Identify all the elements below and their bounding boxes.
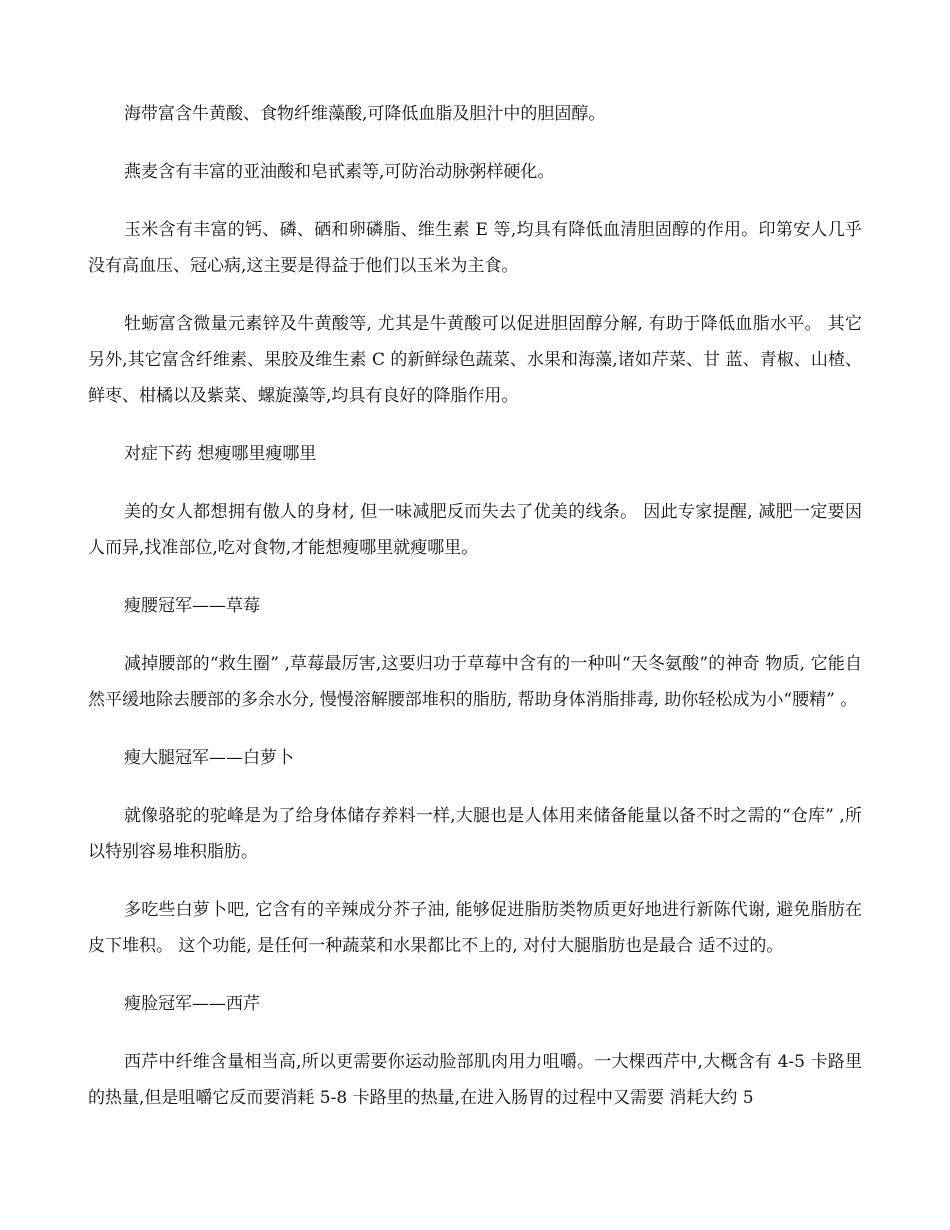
paragraph-intro: 美的女人都想拥有傲人的身材, 但一味减肥反而失去了优美的线条。 因此专家提醒, 减肥一定要因人而异,找准部位,吃对食物,才能想瘦哪里就瘦哪里。 bbox=[88, 502, 862, 558]
paragraph-oyster: 牡蛎富含微量元素锌及牛黄酸等, 尤其是牛黄酸可以促进胆固醇分解, 有助于降低血脂水平。 其它另外,其它富含纤维素、果胶及维生素 C 的新鲜绿色蔬菜、水果和海藻,诸如芹菜、甘 蓝、青椒、山楂、鲜枣、柑橘以及紫菜、螺旋藻等,均具有良好的降脂作用。 bbox=[88, 314, 862, 406]
paragraph-strawberry: 减掉腰部的“救生圈” ,草莓最厉害,这要归功于草莓中含有的一种叫“天冬氨酸”的神奇 物质, 它能自然平缓地除去腰部的多余水分, 慢慢溶解腰部堆积的脂肪, 帮助身体消脂排毒, 助你轻松成为小“腰精” 。 bbox=[88, 654, 862, 710]
paragraph-celery: 西芹中纤维含量相当高,所以更需要你运动脸部肌肉用力咀嚼。一大棵西芹中,大概含有 4-5 卡路里的热量,但是咀嚼它反而要消耗 5-8 卡路里的热量,在进入肠胃的过程中又需要 消耗大约 5 bbox=[88, 1052, 862, 1108]
paragraph-oats: 燕麦含有丰富的亚油酸和皂甙素等,可防治动脉粥样硬化。 bbox=[124, 162, 555, 182]
section-heading-targeted: 对症下药 想瘦哪里瘦哪里 bbox=[124, 444, 317, 464]
paragraph-kelp: 海带富含牛黄酸、食物纤维藻酸,可降低血脂及胆汁中的胆固醇。 bbox=[124, 104, 606, 124]
paragraph-thigh-storage: 就像骆驼的驼峰是为了给身体储存养料一样,大腿也是人体用来储备能量以备不时之需的“仓库” ,所以特别容易堆积脂肪。 bbox=[88, 806, 862, 862]
paragraph-corn: 玉米含有丰富的钙、磷、硒和卵磷脂、维生素 E 等,均具有降低血清胆固醇的作用。印第安人几乎没有高血压、冠心病,这主要是得益于他们以玉米为主食。 bbox=[88, 220, 862, 276]
heading-waist-strawberry: 瘦腰冠军——草莓 bbox=[124, 596, 260, 616]
paragraph-radish: 多吃些白萝卜吧, 它含有的辛辣成分芥子油, 能够促进脂肪类物质更好地进行新陈代谢, 避免脂肪在皮下堆积。 这个功能, 是任何一种蔬菜和水果都比不上的, 对付大腿脂肪也是最合 适不过的。 bbox=[88, 900, 862, 956]
heading-face-celery: 瘦脸冠军——西芹 bbox=[124, 994, 260, 1014]
heading-thigh-radish: 瘦大腿冠军——白萝卜 bbox=[124, 748, 294, 768]
